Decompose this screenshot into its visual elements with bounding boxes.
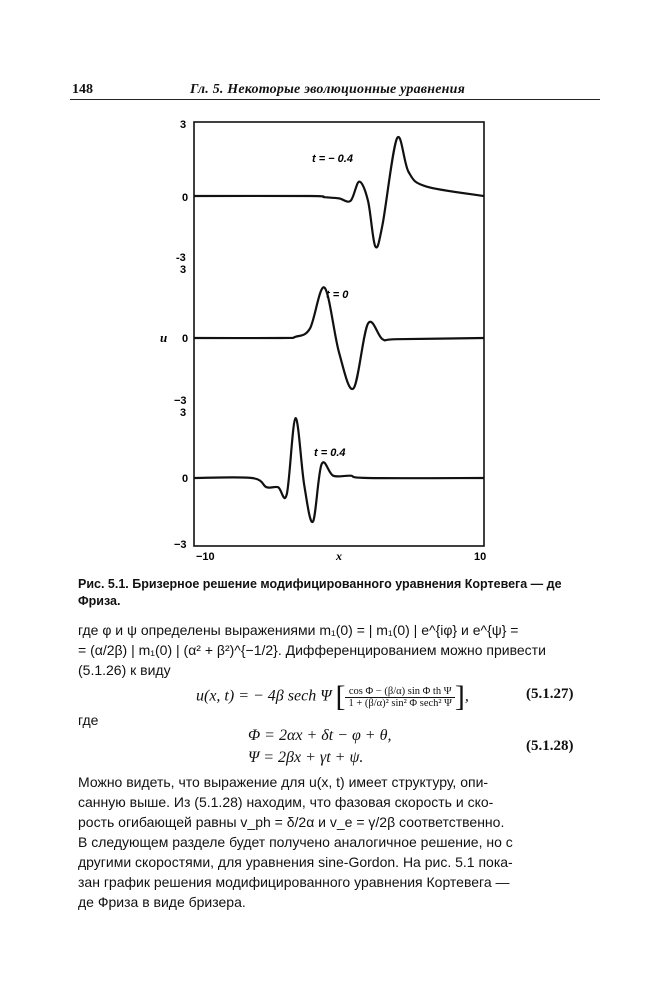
tick-label-panel1-bottom: -3 xyxy=(176,252,186,264)
para2-line5: другими скоростями, для уравнения sine-Gordon. На рис. 5.1 пока- xyxy=(78,854,513,870)
word-gde: где xyxy=(78,712,99,728)
header-rule xyxy=(70,99,600,100)
para2-line6: зан график решения модифицированного уравнения Кортевега — xyxy=(78,874,510,890)
tick-label-panel2-zero: 0 xyxy=(182,333,189,345)
y-axis-label: u xyxy=(160,330,168,345)
page-header xyxy=(70,82,600,106)
panel-label-t-zero: t = 0 xyxy=(326,289,349,301)
equation-number-5-1-27: (5.1.27) xyxy=(526,686,574,702)
eq2-line1: Φ = 2αx + δt − φ + θ, xyxy=(248,727,392,744)
para2-line7: де Фриза в виде бризера. xyxy=(78,894,246,910)
figure-caption: Рис. 5.1. Бризерное решение модифицированного уравнения Кортевега — де Фриза. xyxy=(78,577,562,608)
equation-5-1-27: u(x, t) = − 4β sech Ψ [ $\frac{\text{cos Φ − (β/α) sin Φ th Ψ}}{\text{1 + (β/α)² sin² Φ sech² Ψ}}$ ], xyxy=(196,680,469,713)
eq2-line2: Ψ = 2βx + γt + ψ. xyxy=(248,749,364,766)
tick-label-panel1-top: 3 xyxy=(180,119,187,131)
eq1-fraction xyxy=(345,686,454,709)
tick-label-panel2-top: 3 xyxy=(180,264,187,276)
eq1-denominator: 1 + (β/α)² sin² Φ sech² Ψ xyxy=(348,697,452,709)
para1-line3: (5.1.26) к виду xyxy=(78,662,171,678)
eq1-right-bracket: ] xyxy=(454,680,465,713)
para2-line2: санную выше. Из (5.1.28) находим, что фазовая скорость и ско- xyxy=(78,794,494,810)
tick-label-panel3-zero: 0 xyxy=(182,473,189,485)
eq1-numerator: cos Φ − (β/α) sin Φ th Ψ xyxy=(345,686,454,698)
para2-line4: В следующем разделе будет получено аналогичное решение, но с xyxy=(78,834,513,850)
paragraph-conclusion xyxy=(78,772,598,912)
tick-label-panel3-bottom: −3 xyxy=(174,539,187,551)
tick-label-panel2-bottom: −3 xyxy=(174,395,187,407)
eq1-left-bracket: [ xyxy=(335,680,346,713)
para1-line1: где φ и ψ определены выражениями m₁(0) = | m₁(0) | e^{iφ} и e^{ψ} = xyxy=(78,622,519,638)
para1-line2: = (α/2β) | m₁(0) | (α² + β²)^{−1/2}. Дифференцированием можно привести xyxy=(78,642,546,658)
eq1-lhs: u(x, t) = − 4β sech Ψ xyxy=(196,687,332,705)
tick-label-panel1-zero: 0 xyxy=(182,192,189,204)
page-number: 148 xyxy=(72,82,93,97)
x-tick-left: −10 xyxy=(196,551,215,563)
para2-line1: Можно видеть, что выражение для u(x, t) имеет структуру, опи- xyxy=(78,774,489,790)
plot-frame xyxy=(194,122,484,546)
equation-number-5-1-28: (5.1.28) xyxy=(526,738,574,754)
equation-5-1-28 xyxy=(248,725,391,769)
para2-line3: рость огибающей равны v_ph = δ/2α и v_e = γ/2β соответственно. xyxy=(78,814,505,830)
running-head: Гл. 5. Некоторые эволюционные уравнения xyxy=(190,82,466,97)
panel-label-t-minus: t = − 0.4 xyxy=(312,153,353,165)
panel-label-t-plus: t = 0.4 xyxy=(314,447,346,459)
curve-t-plus-0-4 xyxy=(194,418,484,522)
x-axis-label: x xyxy=(336,549,342,563)
tick-label-panel3-top: 3 xyxy=(180,407,187,419)
x-tick-right: 10 xyxy=(474,551,487,563)
curve-t-0 xyxy=(194,287,484,389)
breather-figure xyxy=(150,112,510,568)
paragraph-definitions xyxy=(78,620,598,680)
